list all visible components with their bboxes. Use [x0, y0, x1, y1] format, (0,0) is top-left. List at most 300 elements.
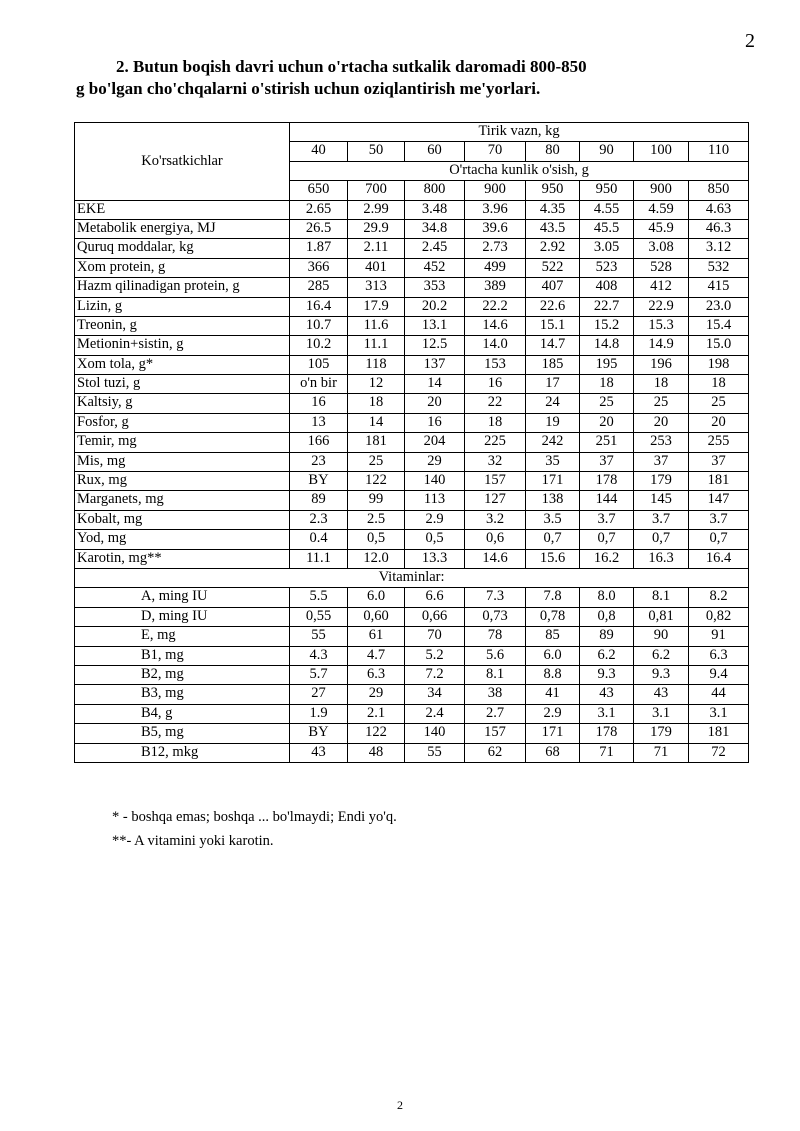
- value-cell: 25: [634, 394, 689, 413]
- value-cell: 401: [348, 258, 405, 277]
- row-label: Metionin+sistin, g: [75, 336, 290, 355]
- table-row: [75, 452, 749, 471]
- table-row: [75, 278, 749, 297]
- vitamin-row: [75, 665, 749, 684]
- value-cell: 353: [405, 278, 465, 297]
- vitamin-row: [75, 724, 749, 743]
- value-cell: 34.8: [405, 219, 465, 238]
- weight-cell: 60: [405, 142, 465, 161]
- table-row: [75, 316, 749, 335]
- feeding-norms-table: [74, 122, 749, 763]
- value-cell: 0,7: [580, 530, 634, 549]
- gain-cell: 650: [290, 181, 348, 200]
- value-cell: 157: [465, 724, 526, 743]
- vitamin-label: E, mg: [75, 627, 290, 646]
- value-cell: 78: [465, 627, 526, 646]
- row-label: EKE: [75, 200, 290, 219]
- value-cell: 8.1: [634, 588, 689, 607]
- table-row: [75, 549, 749, 568]
- value-cell: 37: [580, 452, 634, 471]
- table-row: [75, 510, 749, 529]
- weight-cell: 40: [290, 142, 348, 161]
- row-label: Mis, mg: [75, 452, 290, 471]
- value-cell: 522: [526, 258, 580, 277]
- value-cell: 39.6: [465, 219, 526, 238]
- value-cell: 3.5: [526, 510, 580, 529]
- gain-cell: 700: [348, 181, 405, 200]
- value-cell: 204: [405, 433, 465, 452]
- row-label: Kobalt, mg: [75, 510, 290, 529]
- value-cell: 145: [634, 491, 689, 510]
- value-cell: 25: [580, 394, 634, 413]
- value-cell: 242: [526, 433, 580, 452]
- value-cell: 19: [526, 413, 580, 432]
- value-cell: 7.3: [465, 588, 526, 607]
- value-cell: 6.0: [348, 588, 405, 607]
- value-cell: 185: [526, 355, 580, 374]
- header-row-weight: [75, 123, 749, 142]
- value-cell: 29.9: [348, 219, 405, 238]
- value-cell: 166: [290, 433, 348, 452]
- value-cell: 15.1: [526, 316, 580, 335]
- value-cell: 3.1: [580, 704, 634, 723]
- value-cell: 1.9: [290, 704, 348, 723]
- row-label: Temir, mg: [75, 433, 290, 452]
- value-cell: 3.7: [580, 510, 634, 529]
- value-cell: 0,5: [405, 530, 465, 549]
- weight-header: Tirik vazn, kg: [290, 123, 749, 142]
- value-cell: 46.3: [689, 219, 749, 238]
- value-cell: 2.5: [348, 510, 405, 529]
- value-cell: 3.12: [689, 239, 749, 258]
- value-cell: 16.4: [689, 549, 749, 568]
- value-cell: 22: [465, 394, 526, 413]
- value-cell: 179: [634, 724, 689, 743]
- vitamin-row: [75, 704, 749, 723]
- value-cell: 0,7: [689, 530, 749, 549]
- vitamin-label: B2, mg: [75, 665, 290, 684]
- value-cell: 181: [689, 724, 749, 743]
- table-row: [75, 491, 749, 510]
- value-cell: 415: [689, 278, 749, 297]
- value-cell: 12: [348, 375, 405, 394]
- value-cell: 13: [290, 413, 348, 432]
- value-cell: 499: [465, 258, 526, 277]
- value-cell: 32: [465, 452, 526, 471]
- value-cell: 11.1: [348, 336, 405, 355]
- value-cell: 85: [526, 627, 580, 646]
- value-cell: 23: [290, 452, 348, 471]
- value-cell: 4.35: [526, 200, 580, 219]
- value-cell: 3.48: [405, 200, 465, 219]
- value-cell: 13.3: [405, 549, 465, 568]
- table-row: [75, 472, 749, 491]
- value-cell: 285: [290, 278, 348, 297]
- footnotes: [112, 805, 397, 853]
- value-cell: 452: [405, 258, 465, 277]
- value-cell: 9.3: [634, 665, 689, 684]
- value-cell: 2.7: [465, 704, 526, 723]
- value-cell: 20: [580, 413, 634, 432]
- value-cell: 8.8: [526, 665, 580, 684]
- value-cell: 2.9: [405, 510, 465, 529]
- value-cell: 7.8: [526, 588, 580, 607]
- value-cell: 72: [689, 743, 749, 762]
- gain-cell: 900: [465, 181, 526, 200]
- value-cell: 16.3: [634, 549, 689, 568]
- value-cell: 2.65: [290, 200, 348, 219]
- value-cell: 122: [348, 472, 405, 491]
- value-cell: 18: [348, 394, 405, 413]
- value-cell: 0,6: [465, 530, 526, 549]
- value-cell: 179: [634, 472, 689, 491]
- value-cell: 29: [348, 685, 405, 704]
- weight-cell: 90: [580, 142, 634, 161]
- value-cell: 43: [290, 743, 348, 762]
- value-cell: 70: [405, 627, 465, 646]
- value-cell: 16.4: [290, 297, 348, 316]
- value-cell: 22.6: [526, 297, 580, 316]
- value-cell: 171: [526, 724, 580, 743]
- value-cell: 0,81: [634, 607, 689, 626]
- vitamin-label: D, ming IU: [75, 607, 290, 626]
- value-cell: 122: [348, 724, 405, 743]
- weight-cell: 50: [348, 142, 405, 161]
- row-label: Treonin, g: [75, 316, 290, 335]
- value-cell: 62: [465, 743, 526, 762]
- value-cell: 5.5: [290, 588, 348, 607]
- value-cell: 38: [465, 685, 526, 704]
- value-cell: 0,5: [348, 530, 405, 549]
- value-cell: 9.3: [580, 665, 634, 684]
- value-cell: 2.99: [348, 200, 405, 219]
- row-label: Rux, mg: [75, 472, 290, 491]
- value-cell: 171: [526, 472, 580, 491]
- value-cell: 43.5: [526, 219, 580, 238]
- value-cell: 3.1: [689, 704, 749, 723]
- value-cell: 14.9: [634, 336, 689, 355]
- value-cell: 2.11: [348, 239, 405, 258]
- value-cell: 16: [405, 413, 465, 432]
- row-label: Marganets, mg: [75, 491, 290, 510]
- row-label: Yod, mg: [75, 530, 290, 549]
- value-cell: 140: [405, 724, 465, 743]
- value-cell: 4.59: [634, 200, 689, 219]
- row-label: Metabolik energiya, MJ: [75, 219, 290, 238]
- value-cell: 8.2: [689, 588, 749, 607]
- page-title: [76, 56, 756, 100]
- value-cell: 11.6: [348, 316, 405, 335]
- value-cell: 16: [290, 394, 348, 413]
- value-cell: 255: [689, 433, 749, 452]
- vitamins-header: Vitaminlar:: [75, 568, 749, 587]
- indicator-header: Ko'rsatkichlar: [75, 123, 290, 201]
- value-cell: 25: [689, 394, 749, 413]
- value-cell: 0.4: [290, 530, 348, 549]
- table-row: [75, 336, 749, 355]
- row-label: Xom protein, g: [75, 258, 290, 277]
- value-cell: 181: [348, 433, 405, 452]
- value-cell: 7.2: [405, 665, 465, 684]
- vitamin-row: [75, 627, 749, 646]
- value-cell: 89: [290, 491, 348, 510]
- value-cell: 253: [634, 433, 689, 452]
- value-cell: 55: [405, 743, 465, 762]
- value-cell: 2.9: [526, 704, 580, 723]
- weight-cell: 100: [634, 142, 689, 161]
- value-cell: 12.5: [405, 336, 465, 355]
- value-cell: 4.3: [290, 646, 348, 665]
- weight-cell: 110: [689, 142, 749, 161]
- value-cell: 389: [465, 278, 526, 297]
- table-row: [75, 239, 749, 258]
- value-cell: 17.9: [348, 297, 405, 316]
- value-cell: 14.0: [465, 336, 526, 355]
- value-cell: 0,82: [689, 607, 749, 626]
- value-cell: 18: [465, 413, 526, 432]
- value-cell: 366: [290, 258, 348, 277]
- gain-header: O'rtacha kunlik o'sish, g: [290, 161, 749, 180]
- vitamin-row: [75, 607, 749, 626]
- value-cell: 43: [634, 685, 689, 704]
- value-cell: BY: [290, 724, 348, 743]
- value-cell: 27: [290, 685, 348, 704]
- value-cell: 6.2: [580, 646, 634, 665]
- value-cell: 251: [580, 433, 634, 452]
- value-cell: 0,60: [348, 607, 405, 626]
- value-cell: 105: [290, 355, 348, 374]
- gain-cell: 800: [405, 181, 465, 200]
- weight-cell: 80: [526, 142, 580, 161]
- row-label: Stol tuzi, g: [75, 375, 290, 394]
- value-cell: 10.2: [290, 336, 348, 355]
- value-cell: 408: [580, 278, 634, 297]
- value-cell: 45.5: [580, 219, 634, 238]
- value-cell: 196: [634, 355, 689, 374]
- value-cell: 407: [526, 278, 580, 297]
- table-row: [75, 219, 749, 238]
- value-cell: 13.1: [405, 316, 465, 335]
- value-cell: 14.7: [526, 336, 580, 355]
- vitamin-label: B5, mg: [75, 724, 290, 743]
- table-row: [75, 530, 749, 549]
- footnote-1: * - boshqa emas; boshqa ... bo'lmaydi; Endi yo'q.: [112, 809, 397, 825]
- value-cell: 4.63: [689, 200, 749, 219]
- value-cell: 15.3: [634, 316, 689, 335]
- value-cell: 45.9: [634, 219, 689, 238]
- value-cell: 22.2: [465, 297, 526, 316]
- value-cell: o'n bir: [290, 375, 348, 394]
- value-cell: 20: [405, 394, 465, 413]
- value-cell: 8.1: [465, 665, 526, 684]
- value-cell: 6.3: [348, 665, 405, 684]
- value-cell: 4.7: [348, 646, 405, 665]
- value-cell: 157: [465, 472, 526, 491]
- value-cell: 2.45: [405, 239, 465, 258]
- table-row: [75, 394, 749, 413]
- value-cell: 14: [348, 413, 405, 432]
- row-label: Lizin, g: [75, 297, 290, 316]
- value-cell: 43: [580, 685, 634, 704]
- value-cell: 18: [634, 375, 689, 394]
- table-row: [75, 355, 749, 374]
- value-cell: 153: [465, 355, 526, 374]
- vitamin-row: [75, 685, 749, 704]
- value-cell: 412: [634, 278, 689, 297]
- value-cell: 18: [580, 375, 634, 394]
- value-cell: 0,7: [526, 530, 580, 549]
- page-number-bottom: 2: [397, 1098, 403, 1112]
- vitamin-label: B1, mg: [75, 646, 290, 665]
- footnote-2: **- A vitamini yoki karotin.: [112, 833, 274, 849]
- value-cell: 0,78: [526, 607, 580, 626]
- value-cell: 2.1: [348, 704, 405, 723]
- row-label: Fosfor, g: [75, 413, 290, 432]
- row-label: Karotin, mg**: [75, 549, 290, 568]
- value-cell: 3.08: [634, 239, 689, 258]
- value-cell: 118: [348, 355, 405, 374]
- value-cell: 37: [689, 452, 749, 471]
- value-cell: 71: [580, 743, 634, 762]
- value-cell: 140: [405, 472, 465, 491]
- value-cell: 0,66: [405, 607, 465, 626]
- vitamin-label: B3, mg: [75, 685, 290, 704]
- value-cell: 3.96: [465, 200, 526, 219]
- value-cell: 90: [634, 627, 689, 646]
- value-cell: 89: [580, 627, 634, 646]
- table-row: [75, 413, 749, 432]
- value-cell: 3.7: [634, 510, 689, 529]
- value-cell: 17: [526, 375, 580, 394]
- value-cell: 22.7: [580, 297, 634, 316]
- value-cell: 313: [348, 278, 405, 297]
- value-cell: 3.05: [580, 239, 634, 258]
- gain-cell: 950: [526, 181, 580, 200]
- value-cell: 6.0: [526, 646, 580, 665]
- value-cell: 8.0: [580, 588, 634, 607]
- title-line-2: g bo'lgan cho'chqalarni o'stirish uchun oziqlantirish me'yorlari.: [76, 79, 541, 98]
- value-cell: 0,8: [580, 607, 634, 626]
- value-cell: 15.2: [580, 316, 634, 335]
- value-cell: BY: [290, 472, 348, 491]
- value-cell: 198: [689, 355, 749, 374]
- value-cell: 144: [580, 491, 634, 510]
- table-row: [75, 433, 749, 452]
- value-cell: 0,55: [290, 607, 348, 626]
- value-cell: 34: [405, 685, 465, 704]
- value-cell: 16: [465, 375, 526, 394]
- value-cell: 195: [580, 355, 634, 374]
- value-cell: 127: [465, 491, 526, 510]
- value-cell: 9.4: [689, 665, 749, 684]
- title-line-1: 2. Butun boqish davri uchun o'rtacha sutkalik daromadi 800-850: [116, 57, 587, 76]
- value-cell: 48: [348, 743, 405, 762]
- value-cell: 178: [580, 472, 634, 491]
- value-cell: 91: [689, 627, 749, 646]
- value-cell: 41: [526, 685, 580, 704]
- value-cell: 55: [290, 627, 348, 646]
- gain-cell: 950: [580, 181, 634, 200]
- value-cell: 3.2: [465, 510, 526, 529]
- value-cell: 20.2: [405, 297, 465, 316]
- vitamin-label: B12, mkg: [75, 743, 290, 762]
- table-row: [75, 375, 749, 394]
- value-cell: 24: [526, 394, 580, 413]
- value-cell: 15.4: [689, 316, 749, 335]
- value-cell: 2.73: [465, 239, 526, 258]
- value-cell: 14.6: [465, 316, 526, 335]
- value-cell: 11.1: [290, 549, 348, 568]
- value-cell: 29: [405, 452, 465, 471]
- value-cell: 37: [634, 452, 689, 471]
- value-cell: 14.8: [580, 336, 634, 355]
- value-cell: 99: [348, 491, 405, 510]
- value-cell: 113: [405, 491, 465, 510]
- value-cell: 6.2: [634, 646, 689, 665]
- vitamins-header-row: [75, 568, 749, 587]
- value-cell: 3.7: [689, 510, 749, 529]
- value-cell: 4.55: [580, 200, 634, 219]
- value-cell: 523: [580, 258, 634, 277]
- value-cell: 61: [348, 627, 405, 646]
- value-cell: 2.4: [405, 704, 465, 723]
- value-cell: 25: [348, 452, 405, 471]
- value-cell: 20: [689, 413, 749, 432]
- value-cell: 23.0: [689, 297, 749, 316]
- value-cell: 528: [634, 258, 689, 277]
- value-cell: 138: [526, 491, 580, 510]
- row-label: Kaltsiy, g: [75, 394, 290, 413]
- value-cell: 6.3: [689, 646, 749, 665]
- value-cell: 0,7: [634, 530, 689, 549]
- value-cell: 3.1: [634, 704, 689, 723]
- value-cell: 1.87: [290, 239, 348, 258]
- table-row: [75, 200, 749, 219]
- row-label: Xom tola, g*: [75, 355, 290, 374]
- value-cell: 71: [634, 743, 689, 762]
- value-cell: 2.92: [526, 239, 580, 258]
- value-cell: 20: [634, 413, 689, 432]
- value-cell: 18: [689, 375, 749, 394]
- vitamin-row: [75, 588, 749, 607]
- page-number-top: 2: [745, 30, 755, 52]
- value-cell: 6.6: [405, 588, 465, 607]
- table-row: [75, 297, 749, 316]
- vitamin-label: B4, g: [75, 704, 290, 723]
- row-label: Quruq moddalar, kg: [75, 239, 290, 258]
- value-cell: 137: [405, 355, 465, 374]
- value-cell: 14.6: [465, 549, 526, 568]
- value-cell: 178: [580, 724, 634, 743]
- table-row: [75, 258, 749, 277]
- value-cell: 5.7: [290, 665, 348, 684]
- gain-cell: 900: [634, 181, 689, 200]
- value-cell: 14: [405, 375, 465, 394]
- vitamin-label: A, ming IU: [75, 588, 290, 607]
- value-cell: 147: [689, 491, 749, 510]
- value-cell: 44: [689, 685, 749, 704]
- value-cell: 10.7: [290, 316, 348, 335]
- value-cell: 5.2: [405, 646, 465, 665]
- value-cell: 2.3: [290, 510, 348, 529]
- row-label: Hazm qilinadigan protein, g: [75, 278, 290, 297]
- value-cell: 68: [526, 743, 580, 762]
- value-cell: 225: [465, 433, 526, 452]
- value-cell: 22.9: [634, 297, 689, 316]
- weight-cell: 70: [465, 142, 526, 161]
- value-cell: 532: [689, 258, 749, 277]
- value-cell: 5.6: [465, 646, 526, 665]
